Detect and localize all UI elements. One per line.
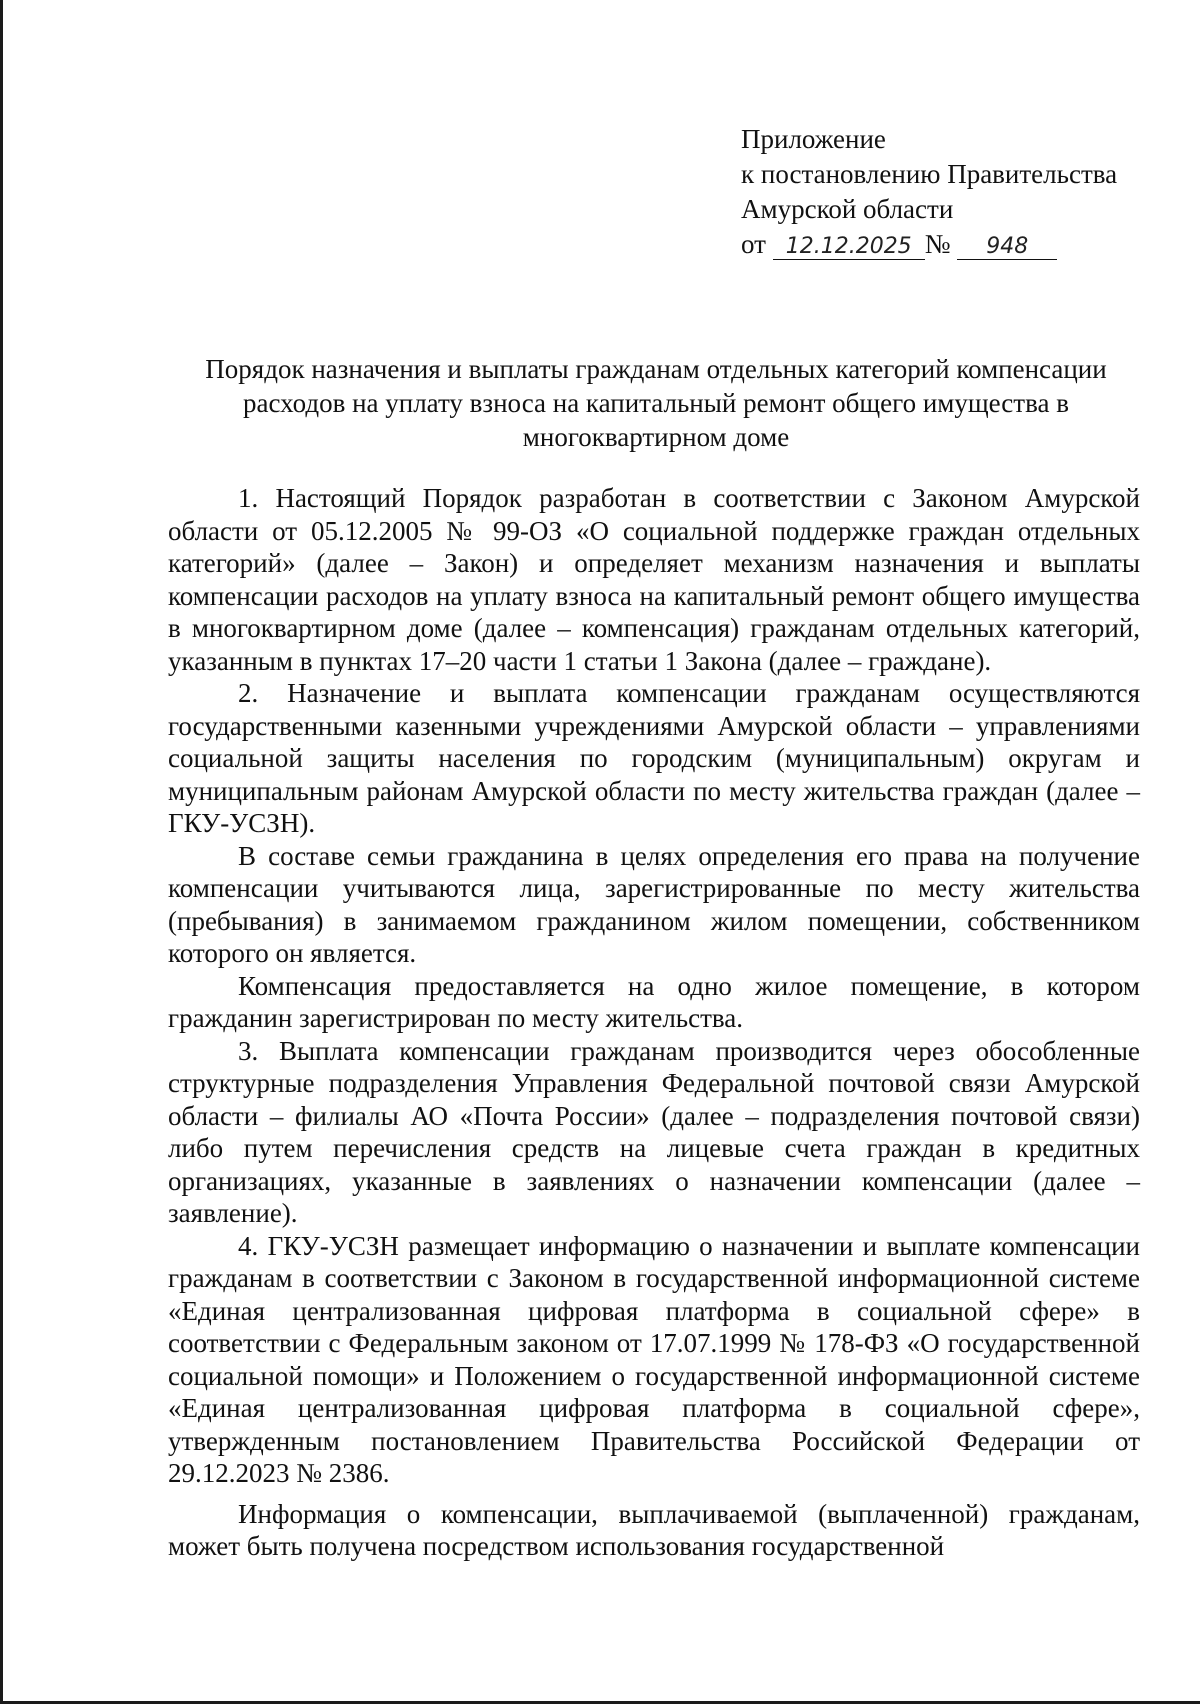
appendix-resolution-ref: к постановлению Правительства [741,159,1118,189]
from-label: от [741,229,766,259]
handwritten-number: 948 [957,235,1057,260]
handwritten-date: 12.12.2025 [773,235,925,260]
document-body [168,482,1140,1563]
scan-border-left [0,0,3,1704]
appendix-region: Амурской области [741,194,954,224]
document-title: Порядок назначения и выплаты гражданам отдельных категорий компенсации расходов на уплату взноса на капитальный ремонт общего имущества в многоквартирном доме [205,354,1107,452]
paragraph-2-dwelling: Компенсация предоставляется на одно жилое помещение, в котором гражданин зарегистрирован по месту жительства. [168,970,1140,1033]
paragraph-3: 3. Выплата компенсации гражданам производится через обособленные структурные подразделения Управления Федеральной почтовой связи Амурской области – филиалы АО «Почта России» (далее – подразделения почтовой связи) либо путем перечисления средств на лицевые счета граждан в кредитных организациях, указанные в заявлениях о назначении компенсации (далее – заявление). [168,1035,1140,1228]
appendix-date-number-line [741,227,1117,262]
appendix-header [741,122,1117,262]
paragraph-2: 2. Назначение и выплата компенсации гражданам осуществляются государственными казенными учреждениями Амурской области – управлениями социальной защиты населения по городским (муниципальным) округам и муниципальным районам Амурской области по месту жительства граждан (далее – ГКУ-УСЗН). [168,678,1140,838]
appendix-label: Приложение [741,124,886,154]
paragraph-2-family: В составе семьи гражданина в целях определения его права на получение компенсации учитываются лица, зарегистрированные по месту жительства (пребывания) в занимаемом гражданином жилом помещении, собственником которого он является. [168,840,1140,968]
paragraph-1: 1. Настоящий Порядок разработан в соответствии с Законом Амурской области от 05.12.2005 № 99-ОЗ «О социальной поддержке граждан отдельных категорий» (далее – Закон) и определяет механизм назначения и выплаты компенсации расходов на уплату взноса на капитальный ремонт общего имущества в многоквартирном доме (далее – компенсация) гражданам отдельных категорий, указанным в пунктах 17–20 части 1 статьи 1 Закона (далее – граждане). [168,483,1140,676]
number-label: № [924,229,951,259]
paragraph-4: 4. ГКУ-УСЗН размещает информацию о назначении и выплате компенсации гражданам в соответствии с Законом в государственной информационной системе «Единая централизованная цифровая платформа в социальной сфере» в соответствии с Федеральным законом от 17.07.1999 № 178-ФЗ «О государственной социальной помощи» и Положением о государственной информационной системе «Единая централизованная цифровая платформа в социальной сфере», утвержденным постановлением Правительства Российской Федерации от 29.12.2023 № 2386. [168,1230,1140,1488]
paragraph-4-info: Информация о компенсации, выплачиваемой (выплаченной) гражданам, может быть получена посредством использования государственной [168,1498,1140,1561]
